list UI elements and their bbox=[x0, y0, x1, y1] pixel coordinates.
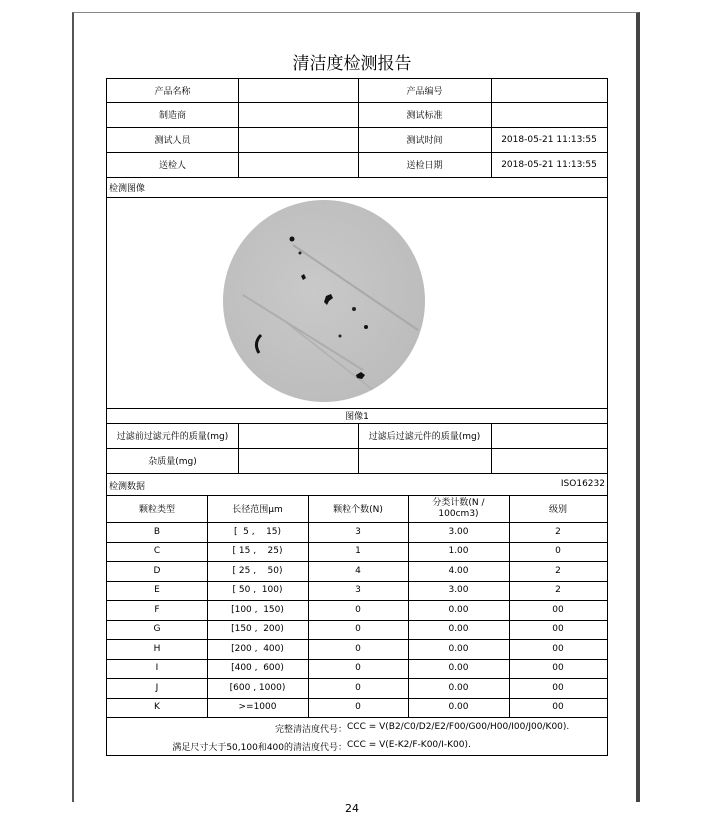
row-class-count: 0.00 bbox=[448, 624, 469, 635]
partial-code-label: 满足尺寸大于50,100和400的清洁度代号： bbox=[172, 743, 347, 753]
row-particle-type: I bbox=[155, 663, 159, 674]
tester-label: 测试人员 bbox=[154, 136, 191, 146]
row-class-count: 1.00 bbox=[448, 546, 469, 557]
row-class-count: 4.00 bbox=[448, 565, 469, 576]
row-length-range: [ 5 , 15) bbox=[233, 526, 282, 537]
row-length-range: [ 50 , 100) bbox=[232, 585, 283, 596]
row-class-count: 3.00 bbox=[448, 585, 469, 596]
row-length-range: [150 , 200) bbox=[231, 624, 284, 635]
product-name-label: 产品名称 bbox=[154, 87, 191, 97]
row-class-count: 3.00 bbox=[448, 526, 469, 537]
row-length-range: [600 , 1000) bbox=[229, 682, 286, 693]
row-particle-count: 0 bbox=[355, 624, 361, 635]
test-time-value: 2018-05-21 11:13:55 bbox=[501, 134, 597, 145]
row-particle-count: 1 bbox=[355, 546, 361, 557]
row-class-count: 0.00 bbox=[448, 682, 469, 693]
row-particle-type: K bbox=[154, 702, 160, 713]
standard-label: 测试标准 bbox=[406, 111, 443, 121]
row-length-range: [ 25 , 50) bbox=[232, 565, 283, 576]
row-level: 00 bbox=[552, 604, 564, 615]
row-level: 00 bbox=[552, 643, 564, 654]
sender-value bbox=[238, 152, 358, 177]
standard-value bbox=[491, 102, 607, 127]
header-level: 级别 bbox=[548, 505, 567, 515]
manufacturer-label: 制造商 bbox=[158, 111, 186, 121]
row-level: 00 bbox=[552, 702, 564, 713]
row-particle-count: 3 bbox=[355, 585, 361, 596]
mass-after-label: 过滤后过滤元件的质量(mg) bbox=[368, 432, 481, 442]
row-particle-count: 0 bbox=[355, 663, 361, 674]
row-length-range: [100 , 150) bbox=[231, 604, 284, 615]
header-class-count-line2: 100cm3) bbox=[438, 508, 479, 519]
row-level: 2 bbox=[555, 526, 561, 537]
row-particle-type: B bbox=[153, 526, 161, 537]
row-particle-count: 0 bbox=[355, 604, 361, 615]
header-particle-count: 颗粒个数(N) bbox=[333, 505, 383, 515]
header-class-count-line1: 分类计数(N / bbox=[432, 497, 485, 508]
row-level: 00 bbox=[552, 624, 564, 635]
row-length-range: [400 , 600) bbox=[231, 663, 284, 674]
send-date-value: 2018-05-21 11:13:55 bbox=[501, 159, 597, 170]
report-title: 清洁度检测报告 bbox=[292, 54, 412, 74]
report-sheet bbox=[106, 78, 608, 756]
data-standard: ISO16232 bbox=[560, 479, 605, 489]
mass-before-label: 过滤前过滤元件的质量(mg) bbox=[116, 432, 229, 442]
particle-spots bbox=[223, 200, 425, 402]
header-length-range: 长径范围μm bbox=[232, 505, 283, 515]
row-level: 2 bbox=[555, 585, 561, 596]
row-particle-type: C bbox=[153, 546, 161, 557]
product-code-label: 产品编号 bbox=[406, 87, 443, 97]
row-class-count: 0.00 bbox=[448, 643, 469, 654]
row-class-count: 0.00 bbox=[448, 702, 469, 713]
data-section-label: 检测数据 bbox=[109, 482, 146, 492]
image-section-label: 检测图像 bbox=[109, 184, 146, 194]
particle-table bbox=[107, 495, 607, 717]
row-particle-type: D bbox=[153, 565, 161, 576]
impurity-label: 杂质量(mg) bbox=[148, 457, 197, 467]
row-particle-count: 4 bbox=[355, 565, 361, 576]
image-caption: 图像1 bbox=[345, 412, 369, 422]
row-particle-count: 0 bbox=[355, 682, 361, 693]
row-particle-type: F bbox=[154, 604, 160, 615]
row-level: 2 bbox=[555, 565, 561, 576]
mass-before-value bbox=[238, 423, 358, 448]
product-code-value bbox=[491, 79, 607, 102]
page-number: 24 bbox=[345, 802, 359, 815]
manufacturer-value bbox=[238, 102, 358, 127]
row-class-count: 0.00 bbox=[448, 663, 469, 674]
test-time-label: 测试时间 bbox=[406, 136, 443, 146]
row-length-range: [ 15 , 25) bbox=[232, 546, 283, 557]
partial-code-value: CCC = V(E-K2/F-K00/I-K00). bbox=[347, 740, 471, 750]
row-level: 0 bbox=[555, 546, 561, 557]
impurity-value bbox=[238, 448, 358, 473]
send-date-label: 送检日期 bbox=[406, 161, 443, 171]
mass-after-value bbox=[491, 423, 607, 448]
full-code-label: 完整清洁度代号： bbox=[274, 725, 347, 735]
row-particle-type: G bbox=[153, 624, 161, 635]
filter-membrane-image bbox=[223, 200, 425, 402]
header-particle-type: 颗粒类型 bbox=[138, 505, 175, 515]
row-particle-type: J bbox=[155, 682, 159, 693]
row-class-count: 0.00 bbox=[448, 604, 469, 615]
row-particle-type: E bbox=[154, 585, 160, 596]
tester-value bbox=[238, 127, 358, 152]
product-name-value bbox=[238, 79, 358, 102]
row-level: 00 bbox=[552, 663, 564, 674]
row-particle-count: 0 bbox=[355, 702, 361, 713]
header-class-count bbox=[408, 495, 509, 522]
row-level: 00 bbox=[552, 682, 564, 693]
full-code-value: CCC = V(B2/C0/D2/E2/F00/G00/H00/I00/J00/K00). bbox=[347, 722, 570, 732]
row-particle-count: 3 bbox=[355, 526, 361, 537]
row-length-range: >=1000 bbox=[238, 702, 277, 713]
row-length-range: [200 , 400) bbox=[231, 643, 284, 654]
row-particle-type: H bbox=[153, 643, 161, 654]
sender-label: 送检人 bbox=[158, 161, 186, 171]
row-particle-count: 0 bbox=[355, 643, 361, 654]
